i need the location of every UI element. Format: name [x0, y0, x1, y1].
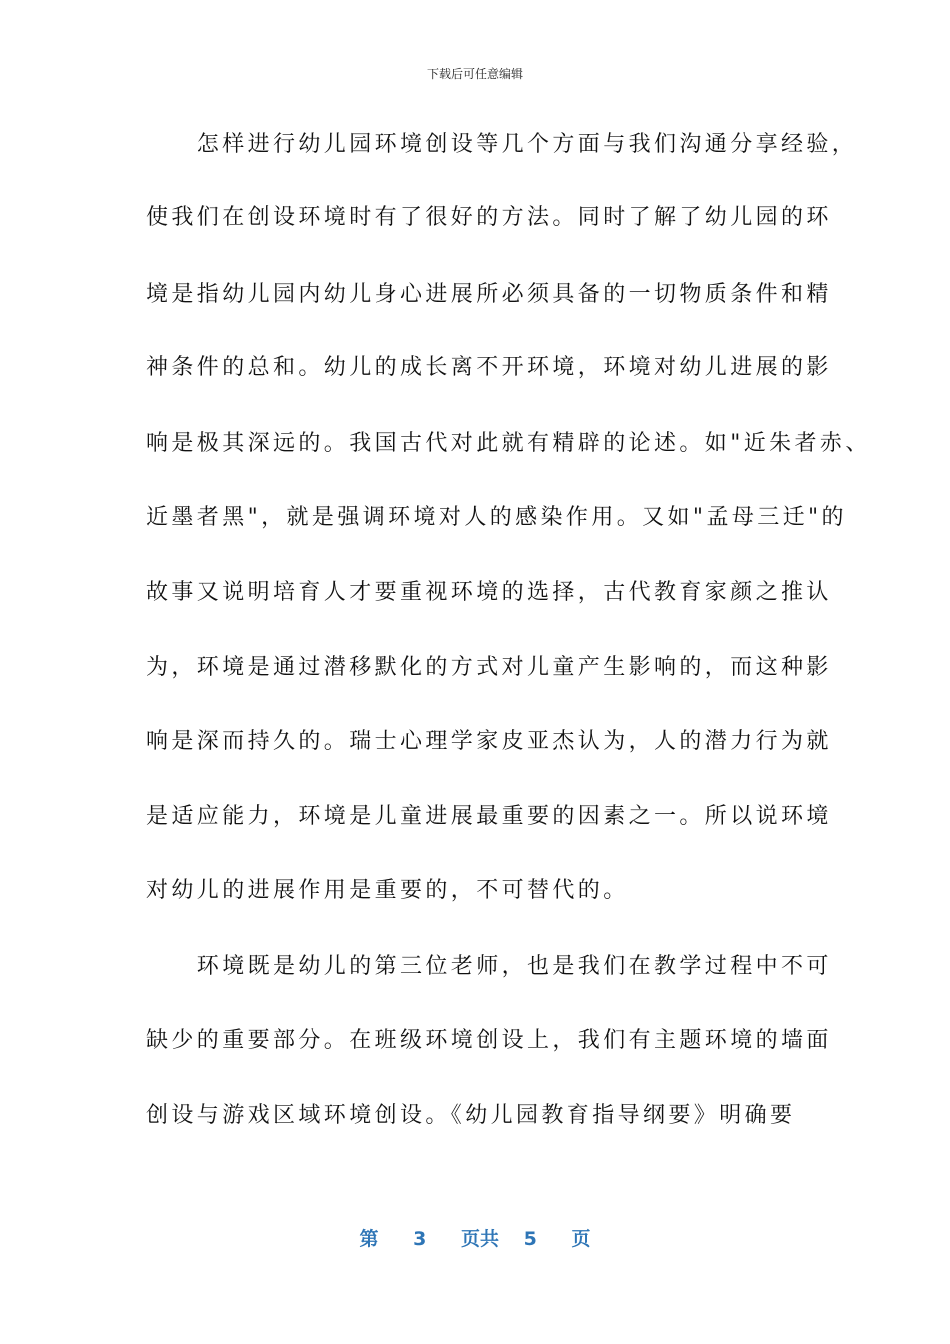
page-number-footer: [0, 1226, 950, 1252]
body-line: 响是极其深远的。我国古代对此就有精辟的论述。如"近朱者赤、: [146, 431, 871, 456]
footer-middle: 页共: [460, 1228, 499, 1250]
body-line: 是适应能力，环境是儿童进展最重要的因素之一。所以说环境: [146, 804, 832, 829]
body-line: 对幼儿的进展作用是重要的，不可替代的。: [146, 878, 629, 903]
body-line: 使我们在创设环境时有了很好的方法。同时了解了幼儿园的环: [146, 205, 832, 230]
footer-suffix: 页: [571, 1228, 591, 1250]
body-line: 故事又说明培育人才要重视环境的选择，古代教育家颜之推认: [146, 580, 832, 605]
body-line: 神条件的总和。幼儿的成长离不开环境，环境对幼儿进展的影: [146, 355, 832, 380]
body-line: 为，环境是通过潜移默化的方式对儿童产生影响的，而这种影: [146, 655, 832, 680]
footer-prefix: 第: [359, 1228, 379, 1250]
body-line: 近墨者黑"，就是强调环境对人的感染作用。又如"孟母三迁"的: [146, 505, 847, 530]
page-header-note: 下载后可任意编辑: [426, 67, 523, 81]
body-line: 环境既是幼儿的第三位老师，也是我们在教学过程中不可: [146, 954, 832, 979]
footer-current-page: 3: [413, 1228, 427, 1250]
body-line: 境是指幼儿园内幼儿身心进展所必须具备的一切物质条件和精: [146, 282, 832, 307]
body-line: 怎样进行幼儿园环境创设等几个方面与我们沟通分享经验，: [146, 132, 858, 157]
body-line: 创设与游戏区域环境创设。《幼儿园教育指导纲要》明确要: [146, 1103, 796, 1128]
footer-total-pages: 5: [523, 1228, 537, 1250]
body-line: 缺少的重要部分。在班级环境创设上，我们有主题环境的墙面: [146, 1028, 832, 1053]
body-line: 响是深而持久的。瑞士心理学家皮亚杰认为，人的潜力行为就: [146, 729, 832, 754]
